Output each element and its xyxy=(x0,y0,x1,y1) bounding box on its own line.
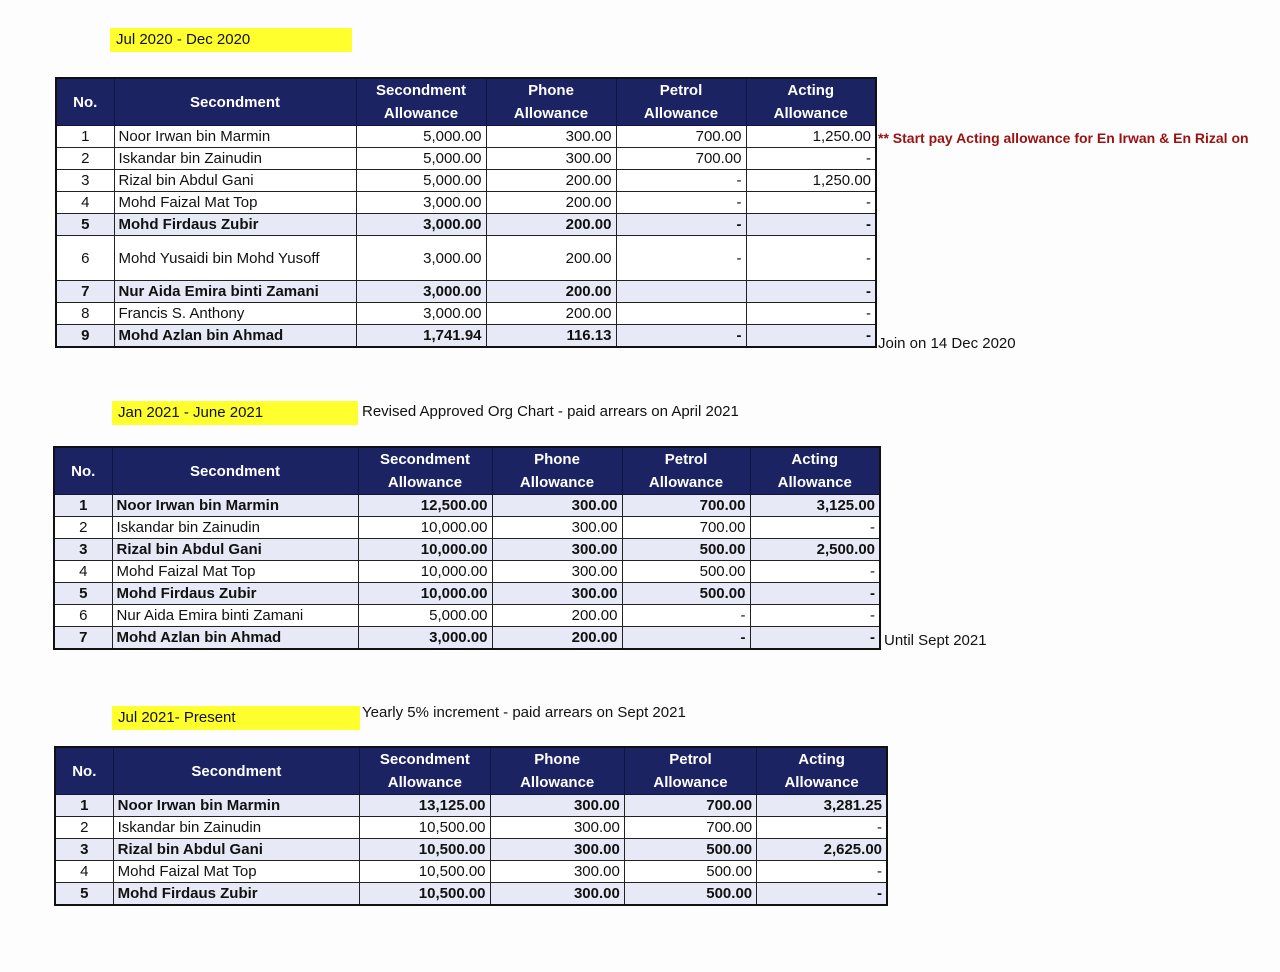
row-no: 4 xyxy=(55,861,113,883)
row-phone: 300.00 xyxy=(486,126,616,148)
header-line: Acting xyxy=(787,82,835,99)
row-petrol: 500.00 xyxy=(622,539,750,561)
table-row xyxy=(54,517,880,539)
row-acting: - xyxy=(746,325,876,348)
row-acting: - xyxy=(750,583,880,605)
row-petrol: 700.00 xyxy=(616,126,746,148)
row-acting: 3,281.25 xyxy=(757,795,887,817)
table-row xyxy=(54,539,880,561)
row-acting: - xyxy=(746,192,876,214)
row-phone: 300.00 xyxy=(490,839,624,861)
row-secondment: 10,500.00 xyxy=(360,839,490,861)
period-label: Jul 2020 - Dec 2020 xyxy=(110,28,352,52)
row-phone: 300.00 xyxy=(490,861,624,883)
row-petrol: - xyxy=(616,325,746,348)
row-petrol: 500.00 xyxy=(624,883,756,906)
row-no: 6 xyxy=(54,605,112,627)
row-secondment: 13,125.00 xyxy=(360,795,490,817)
table-row xyxy=(55,817,887,839)
row-acting: 1,250.00 xyxy=(746,126,876,148)
row-phone: 300.00 xyxy=(492,561,622,583)
row-acting: - xyxy=(746,303,876,325)
header-line: Allowance xyxy=(773,105,848,122)
section-note: Revised Approved Org Chart - paid arrears on April 2021 xyxy=(362,403,739,420)
row-secondment: 10,500.00 xyxy=(360,883,490,906)
row-phone: 300.00 xyxy=(492,583,622,605)
row-no: 1 xyxy=(54,495,112,517)
row-no: 2 xyxy=(54,517,112,539)
row-acting: 2,500.00 xyxy=(750,539,880,561)
header-phone-allowance xyxy=(492,447,622,495)
header-petrol-allowance xyxy=(624,747,756,795)
row-acting: - xyxy=(746,214,876,236)
header-petrol-allowance xyxy=(622,447,750,495)
header-no: No. xyxy=(55,747,113,795)
header-line: Allowance xyxy=(777,474,852,491)
row-petrol: 700.00 xyxy=(624,795,756,817)
table-row xyxy=(56,148,876,170)
row-name: Noor Irwan bin Marmin xyxy=(113,795,360,817)
row-name: Mohd Faizal Mat Top xyxy=(112,561,358,583)
table-row xyxy=(55,795,887,817)
row-secondment: 5,000.00 xyxy=(358,605,492,627)
header-line: Acting xyxy=(791,451,839,468)
row-secondment: 3,000.00 xyxy=(356,281,486,303)
header-secondment-allowance xyxy=(356,78,486,126)
row-phone: 300.00 xyxy=(492,517,622,539)
row-acting: - xyxy=(750,627,880,650)
row-no: 6 xyxy=(56,236,114,281)
header-line: Allowance xyxy=(513,105,589,122)
row-phone: 116.13 xyxy=(486,325,616,348)
row-no: 1 xyxy=(56,126,114,148)
row-name: Mohd Firdaus Zubir xyxy=(114,214,356,236)
row-acting: 3,125.00 xyxy=(750,495,880,517)
table-row xyxy=(56,303,876,325)
row-phone: 300.00 xyxy=(492,495,622,517)
header-secondment: Secondment xyxy=(113,747,360,795)
header-phone-allowance xyxy=(486,78,616,126)
row-acting: - xyxy=(757,861,887,883)
header-line: Allowance xyxy=(387,774,462,791)
row-secondment: 3,000.00 xyxy=(356,236,486,281)
header-line: Allowance xyxy=(643,105,719,122)
row-remark: Join on 14 Dec 2020 xyxy=(878,335,1016,352)
row-secondment: 5,000.00 xyxy=(356,126,486,148)
row-name: Noor Irwan bin Marmin xyxy=(112,495,358,517)
header-acting-allowance xyxy=(757,747,887,795)
row-no: 8 xyxy=(56,303,114,325)
row-acting: 1,250.00 xyxy=(746,170,876,192)
row-petrol: 500.00 xyxy=(622,561,750,583)
row-secondment: 3,000.00 xyxy=(356,303,486,325)
table-row xyxy=(56,325,876,348)
table-row xyxy=(54,605,880,627)
allowance-table xyxy=(55,77,877,348)
row-secondment: 3,000.00 xyxy=(358,627,492,650)
row-no: 3 xyxy=(54,539,112,561)
header-line: Phone xyxy=(528,82,574,99)
row-no: 5 xyxy=(54,583,112,605)
row-phone: 200.00 xyxy=(486,281,616,303)
header-line: Secondment xyxy=(379,751,470,768)
table-row xyxy=(56,214,876,236)
row-secondment: 10,000.00 xyxy=(358,583,492,605)
row-phone: 200.00 xyxy=(492,605,622,627)
header-line: Petrol xyxy=(669,751,712,768)
period-label: Jan 2021 - June 2021 xyxy=(112,401,358,425)
row-name: Mohd Azlan bin Ahmad xyxy=(112,627,358,650)
row-petrol: 700.00 xyxy=(616,148,746,170)
row-secondment: 10,000.00 xyxy=(358,517,492,539)
row-no: 3 xyxy=(56,170,114,192)
row-name: Rizal bin Abdul Gani xyxy=(113,839,360,861)
allowance-table xyxy=(54,746,888,906)
header-line: Phone xyxy=(534,751,581,768)
row-secondment: 5,000.00 xyxy=(356,170,486,192)
row-name: Mohd Firdaus Zubir xyxy=(113,883,360,906)
header-line: Petrol xyxy=(659,82,703,99)
row-name: Iskandar bin Zainudin xyxy=(112,517,358,539)
table-row xyxy=(54,583,880,605)
period-label: Jul 2021- Present xyxy=(112,706,360,730)
row-name: Francis S. Anthony xyxy=(114,303,356,325)
header-secondment: Secondment xyxy=(114,78,356,126)
row-remark: Until Sept 2021 xyxy=(884,632,987,649)
row-petrol xyxy=(616,303,746,325)
header-line: Secondment xyxy=(379,451,470,468)
row-secondment: 12,500.00 xyxy=(358,495,492,517)
row-name: Mohd Faizal Mat Top xyxy=(113,861,360,883)
header-line: Allowance xyxy=(387,474,463,491)
row-secondment: 10,500.00 xyxy=(360,861,490,883)
row-no: 1 xyxy=(55,795,113,817)
row-petrol: - xyxy=(622,627,750,650)
row-acting: - xyxy=(757,883,887,906)
row-acting: - xyxy=(757,817,887,839)
row-petrol: 700.00 xyxy=(624,817,756,839)
row-petrol: - xyxy=(622,605,750,627)
row-name: Rizal bin Abdul Gani xyxy=(112,539,358,561)
row-name: Noor Irwan bin Marmin xyxy=(114,126,356,148)
header-line: Allowance xyxy=(653,774,728,791)
row-name: Mohd Yusaidi bin Mohd Yusoff xyxy=(114,236,356,281)
row-phone: 200.00 xyxy=(492,627,622,650)
table-row xyxy=(55,839,887,861)
table-row xyxy=(55,861,887,883)
header-line: Allowance xyxy=(383,105,459,122)
header-line: Allowance xyxy=(648,474,724,491)
row-no: 4 xyxy=(54,561,112,583)
row-secondment: 10,000.00 xyxy=(358,561,492,583)
row-acting: 2,625.00 xyxy=(757,839,887,861)
row-phone: 200.00 xyxy=(486,303,616,325)
acting-allowance-note: ** Start pay Acting allowance for En Irwan & En Rizal on xyxy=(878,130,1249,146)
table-row xyxy=(56,236,876,281)
row-phone: 300.00 xyxy=(490,795,624,817)
row-acting: - xyxy=(746,148,876,170)
row-petrol: - xyxy=(616,170,746,192)
allowance-table xyxy=(53,446,881,650)
row-phone: 300.00 xyxy=(492,539,622,561)
table-row xyxy=(56,192,876,214)
row-secondment: 10,500.00 xyxy=(360,817,490,839)
row-petrol: 500.00 xyxy=(624,839,756,861)
header-line: Allowance xyxy=(520,774,595,791)
row-petrol: 500.00 xyxy=(624,861,756,883)
header-phone-allowance xyxy=(490,747,624,795)
table-row xyxy=(55,883,887,906)
header-line: Allowance xyxy=(784,774,859,791)
row-name: Rizal bin Abdul Gani xyxy=(114,170,356,192)
row-phone: 200.00 xyxy=(486,214,616,236)
header-petrol-allowance xyxy=(616,78,746,126)
row-petrol: 700.00 xyxy=(622,495,750,517)
section-note: Yearly 5% increment - paid arrears on Sept 2021 xyxy=(362,704,686,721)
row-phone: 300.00 xyxy=(490,817,624,839)
row-name: Mohd Faizal Mat Top xyxy=(114,192,356,214)
row-secondment: 10,000.00 xyxy=(358,539,492,561)
row-acting: - xyxy=(750,605,880,627)
header-secondment-allowance xyxy=(360,747,490,795)
header-line: Acting xyxy=(798,751,845,768)
row-petrol: - xyxy=(616,236,746,281)
header-no: No. xyxy=(56,78,114,126)
header-line: Allowance xyxy=(519,474,595,491)
row-no: 5 xyxy=(56,214,114,236)
header-line: Petrol xyxy=(664,451,708,468)
row-petrol: 700.00 xyxy=(622,517,750,539)
row-no: 4 xyxy=(56,192,114,214)
header-line: Phone xyxy=(534,451,580,468)
row-name: Iskandar bin Zainudin xyxy=(113,817,360,839)
table-header xyxy=(55,747,887,795)
header-acting-allowance xyxy=(750,447,880,495)
row-phone: 200.00 xyxy=(486,170,616,192)
row-acting: - xyxy=(750,517,880,539)
row-no: 9 xyxy=(56,325,114,348)
row-name: Mohd Azlan bin Ahmad xyxy=(114,325,356,348)
row-secondment: 3,000.00 xyxy=(356,214,486,236)
row-acting: - xyxy=(746,236,876,281)
row-name: Iskandar bin Zainudin xyxy=(114,148,356,170)
row-phone: 200.00 xyxy=(486,236,616,281)
row-phone: 300.00 xyxy=(486,148,616,170)
row-petrol xyxy=(616,281,746,303)
row-acting: - xyxy=(750,561,880,583)
row-phone: 300.00 xyxy=(490,883,624,906)
row-no: 2 xyxy=(56,148,114,170)
table-row xyxy=(54,627,880,650)
row-phone: 200.00 xyxy=(486,192,616,214)
table-row xyxy=(56,170,876,192)
row-no: 2 xyxy=(55,817,113,839)
row-secondment: 1,741.94 xyxy=(356,325,486,348)
table-row xyxy=(54,561,880,583)
header-secondment-allowance xyxy=(358,447,492,495)
header-line: Secondment xyxy=(375,82,466,99)
row-petrol: - xyxy=(616,192,746,214)
table-header xyxy=(54,447,880,495)
table-row xyxy=(56,281,876,303)
row-secondment: 5,000.00 xyxy=(356,148,486,170)
row-petrol: - xyxy=(616,214,746,236)
row-name: Nur Aida Emira binti Zamani xyxy=(112,605,358,627)
header-secondment: Secondment xyxy=(112,447,358,495)
row-no: 3 xyxy=(55,839,113,861)
row-name: Mohd Firdaus Zubir xyxy=(112,583,358,605)
table-row xyxy=(54,495,880,517)
row-acting: - xyxy=(746,281,876,303)
row-no: 5 xyxy=(55,883,113,906)
row-secondment: 3,000.00 xyxy=(356,192,486,214)
row-petrol: 500.00 xyxy=(622,583,750,605)
table-header xyxy=(56,78,876,126)
header-acting-allowance xyxy=(746,78,876,126)
row-no: 7 xyxy=(54,627,112,650)
header-no: No. xyxy=(54,447,112,495)
row-name: Nur Aida Emira binti Zamani xyxy=(114,281,356,303)
table-row xyxy=(56,126,876,148)
row-no: 7 xyxy=(56,281,114,303)
